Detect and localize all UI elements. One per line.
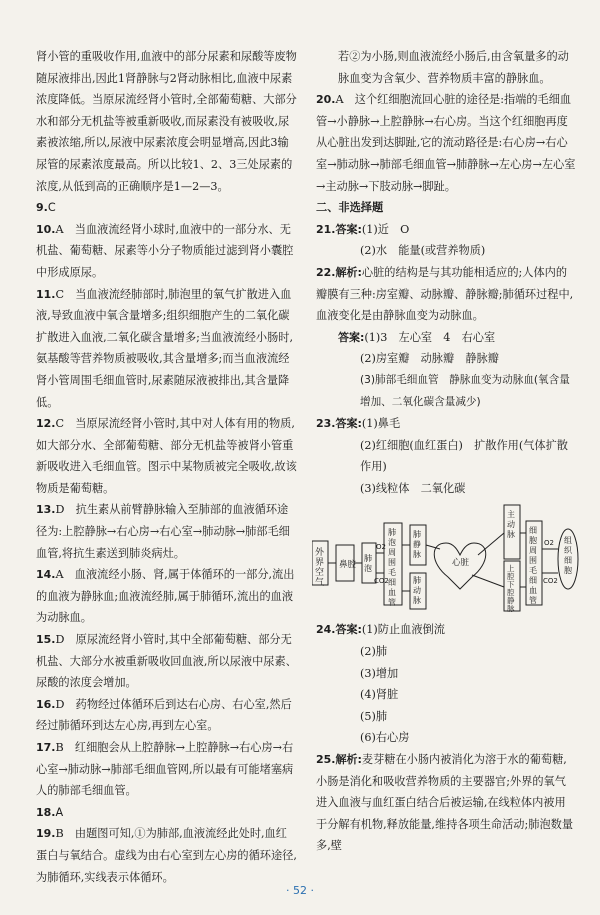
q22-line3: (3)肺部毛细血管 静脉血变为动脉血(氧含量增加、二氧化碳含量减少) (360, 373, 570, 408)
q17-text: B 红细胞会从上腔静脉→上腔静脉→右心房→右心室→肺动脉→肺部毛细血管网,所以最有可能堵塞病人的肺部毛细血管。 (36, 741, 294, 798)
q22-answer (316, 327, 576, 349)
q10 (36, 219, 298, 284)
o2-label-tissue: O2 (544, 539, 554, 548)
q25-label: 解析: (335, 753, 362, 767)
q17-number: 17. (36, 741, 56, 754)
q24 (316, 619, 576, 641)
q18 (36, 802, 298, 824)
q21-number: 21. (316, 222, 336, 236)
q23-number: 23. (316, 417, 336, 431)
q18-number: 18. (36, 805, 56, 819)
q13-number: 13. (36, 503, 56, 517)
q19 (36, 823, 298, 888)
q21 (316, 219, 576, 241)
nose-label: 鼻腔 (339, 560, 357, 571)
q9-answer: C (47, 201, 56, 215)
q8-text: 肾小管的重吸收作用,血液中的部分尿素和尿酸等废物随尿液排出,因此1肾静脉与2肾动脉相比,血液中尿素浓度降低。当原尿流经肾小管时,全部葡萄糖、大部分水和部分无机盐等被重新吸收,而尿素没有被吸收,尿素被浓缩,所以,尿液中尿素浓度会明显增高,因此3输尿管的尿素浓度最高。所以比较1、2、3三处尿素的浓度,从低到高的正确顺序是1—2—3。 (36, 50, 297, 193)
q22-answer-label: 答案: (338, 330, 365, 344)
q20 (316, 89, 576, 197)
q20-text: A 这个红细胞流回心脏的途径是:指端的毛细血管→小静脉→上腔静脉→右心房。当这个红细胞再度从心脏出发到达脚趾,它的流动路径是:右心房→右心室→肺动脉→肺部毛细血管→肺静脉→左心房→左心室→主动脉→下肢动脉→脚趾。 (316, 93, 576, 193)
q9 (36, 197, 298, 219)
q22-number: 22. (316, 265, 336, 279)
circulation-diagram-svg (312, 503, 592, 613)
q14-text: A 血液流经小肠、肾,属于体循环的一部分,流出的血液为静脉血;血液流经肺,属于肺循环,流出的血液为动脉血。 (36, 568, 295, 625)
q15-text: D 原尿流经肾小管时,其中全部葡萄糖、部分无机盐、大部分水被重新吸收回血液,所以尿液中尿素、尿酸的浓度会增加。 (36, 633, 297, 690)
outer-air-label: 外界空气 (315, 548, 325, 589)
aorta-label: 主动脉 (507, 510, 515, 540)
q19-continuation: 若②为小肠,则血液流经小肠后,由含氧量多的动脉血变为含氧少、营养物质丰富的静脉血。 (338, 50, 569, 85)
q23 (316, 413, 576, 435)
q22-analysis-label: 解析: (335, 265, 362, 279)
q21-label: 答案: (335, 222, 362, 236)
q12 (36, 413, 298, 499)
q11-text: C 当血液流经肺部时,肺泡里的氧气扩散进入血液,导致血液中氧含量增多;组织细胞产生的二氧化碳扩散进入血液,二氧化碳含量增多;当血液流经小肠时,氨基酸等营养物质被吸收,其含量增多;而当血液流经肾小管周围毛细血管时,尿素随尿液被排出,其含量降低。 (36, 287, 294, 409)
q24-line3: (3)增加 (360, 666, 399, 680)
q22-line2: (2)房室瓣 动脉瓣 静脉瓣 (360, 352, 499, 366)
q11-number: 11. (36, 287, 56, 301)
q16 (36, 694, 298, 737)
q24-line2: (2)肺 (360, 645, 388, 659)
q24-number: 24. (316, 623, 336, 637)
alveoli-label: 肺泡 (364, 554, 372, 574)
tissue-cells-label: 组织细胞 (564, 536, 572, 576)
q25-text: 麦芽糖在小肠内被消化为溶于水的葡萄糖,小肠是消化和吸收营养物质的主要器官;外界的氧气进入血液与血红蛋白结合后被运输,在线粒体内被用于分解有机物,释放能量,维持各项生命活动;肺泡数量多,壁 (316, 753, 574, 853)
q24-line4: (4)肾脏 (360, 688, 399, 702)
q25 (316, 749, 576, 857)
q16-text: D 药物经过体循环后到达右心房、右心室,然后经过肺循环到达左心房,再到左心室。 (36, 697, 292, 733)
q17 (36, 737, 298, 802)
q10-text: A 当血液流经肾小球时,血液中的一部分水、无机盐、葡萄糖、尿素等小分子物质能过滤到肾小囊腔中形成原尿。 (36, 222, 294, 279)
q18-answer: A (55, 805, 64, 819)
left-column (36, 46, 298, 888)
q13-text: D 抗生素从前臂静脉输入至肺部的血液循环途径为:上腔静脉→右心房→右心室→肺动脉→肺部毛细血管,将抗生素送到肺炎病灶。 (36, 503, 290, 560)
q14-number: 14. (36, 568, 56, 582)
q24-line5: (5)肺 (360, 709, 388, 723)
q11 (36, 284, 298, 414)
q10-number: 10. (36, 222, 56, 236)
q22-line1: (1)3 左心室 4 右心室 (364, 330, 496, 344)
pulmonary-artery-label: 肺动脉 (413, 576, 421, 606)
q19-number: 19. (36, 827, 56, 841)
q23-line2: (2)红细胞(血红蛋白) 扩散作用(气体扩散作用) (360, 438, 568, 474)
q14 (36, 564, 298, 629)
q24-line6: (6)右心房 (360, 731, 410, 745)
pulmonary-vein-label: 肺静脉 (413, 530, 421, 560)
lung-capillary-label: 肺泡周围毛细血管 (388, 528, 396, 608)
q23-label: 答案: (335, 417, 362, 431)
heart-label: 心脏 (452, 558, 470, 569)
q21-line2: (2)水 能量(或营养物质) (360, 244, 486, 258)
q22 (316, 262, 576, 327)
q15-number: 15. (36, 633, 56, 647)
section-heading: 二、非选择题 (316, 201, 384, 215)
q16-number: 16. (36, 697, 56, 711)
q12-number: 12. (36, 417, 56, 431)
q19-text: B 由题图可知,①为肺部,血液流经此处时,血红蛋白与氧结合。虚线为由右心室到左心房的循环途径,为肺循环,实线表示体循环。 (36, 827, 297, 884)
q9-number: 9. (36, 201, 48, 215)
q21-line1: (1)近 O (361, 222, 410, 236)
q22-analysis: 心脏的结构是与其功能相适应的;人体内的瓣膜有三种:房室瓣、动脉瓣、静脉瓣;肺循环过程中,血液变化是由静脉血变为动脉血。 (316, 265, 574, 323)
q23-line3: (3)线粒体 二氧化碳 (360, 481, 466, 495)
co2-label-tissue: CO2 (543, 577, 558, 586)
q24-line1: (1)防止血液倒流 (361, 623, 445, 637)
vena-cava-label: 上腔下腔静脉 (507, 564, 515, 614)
o2-label-lung: O2 (376, 543, 386, 552)
q23-line1: (1)鼻毛 (361, 417, 401, 431)
q13 (36, 499, 298, 564)
q25-number: 25. (316, 753, 336, 767)
q20-number: 20. (316, 93, 336, 107)
co2-label-lung: CO2 (374, 577, 389, 586)
page-number: · 52 · (286, 884, 314, 897)
tissue-capillary-label: 细胞周围毛细血管 (529, 526, 537, 606)
q15 (36, 629, 298, 694)
circulation-diagram (312, 503, 592, 613)
q24-label: 答案: (335, 623, 362, 637)
q8-continuation (36, 46, 298, 197)
q12-text: C 当原尿流经肾小管时,其中对人体有用的物质,如大部分水、全部葡萄糖、部分无机盐等被肾小管重新吸收进入毛细血管。图示中某物质被完全吸收,故该物质是葡萄糖。 (36, 417, 297, 495)
right-column (316, 46, 576, 857)
